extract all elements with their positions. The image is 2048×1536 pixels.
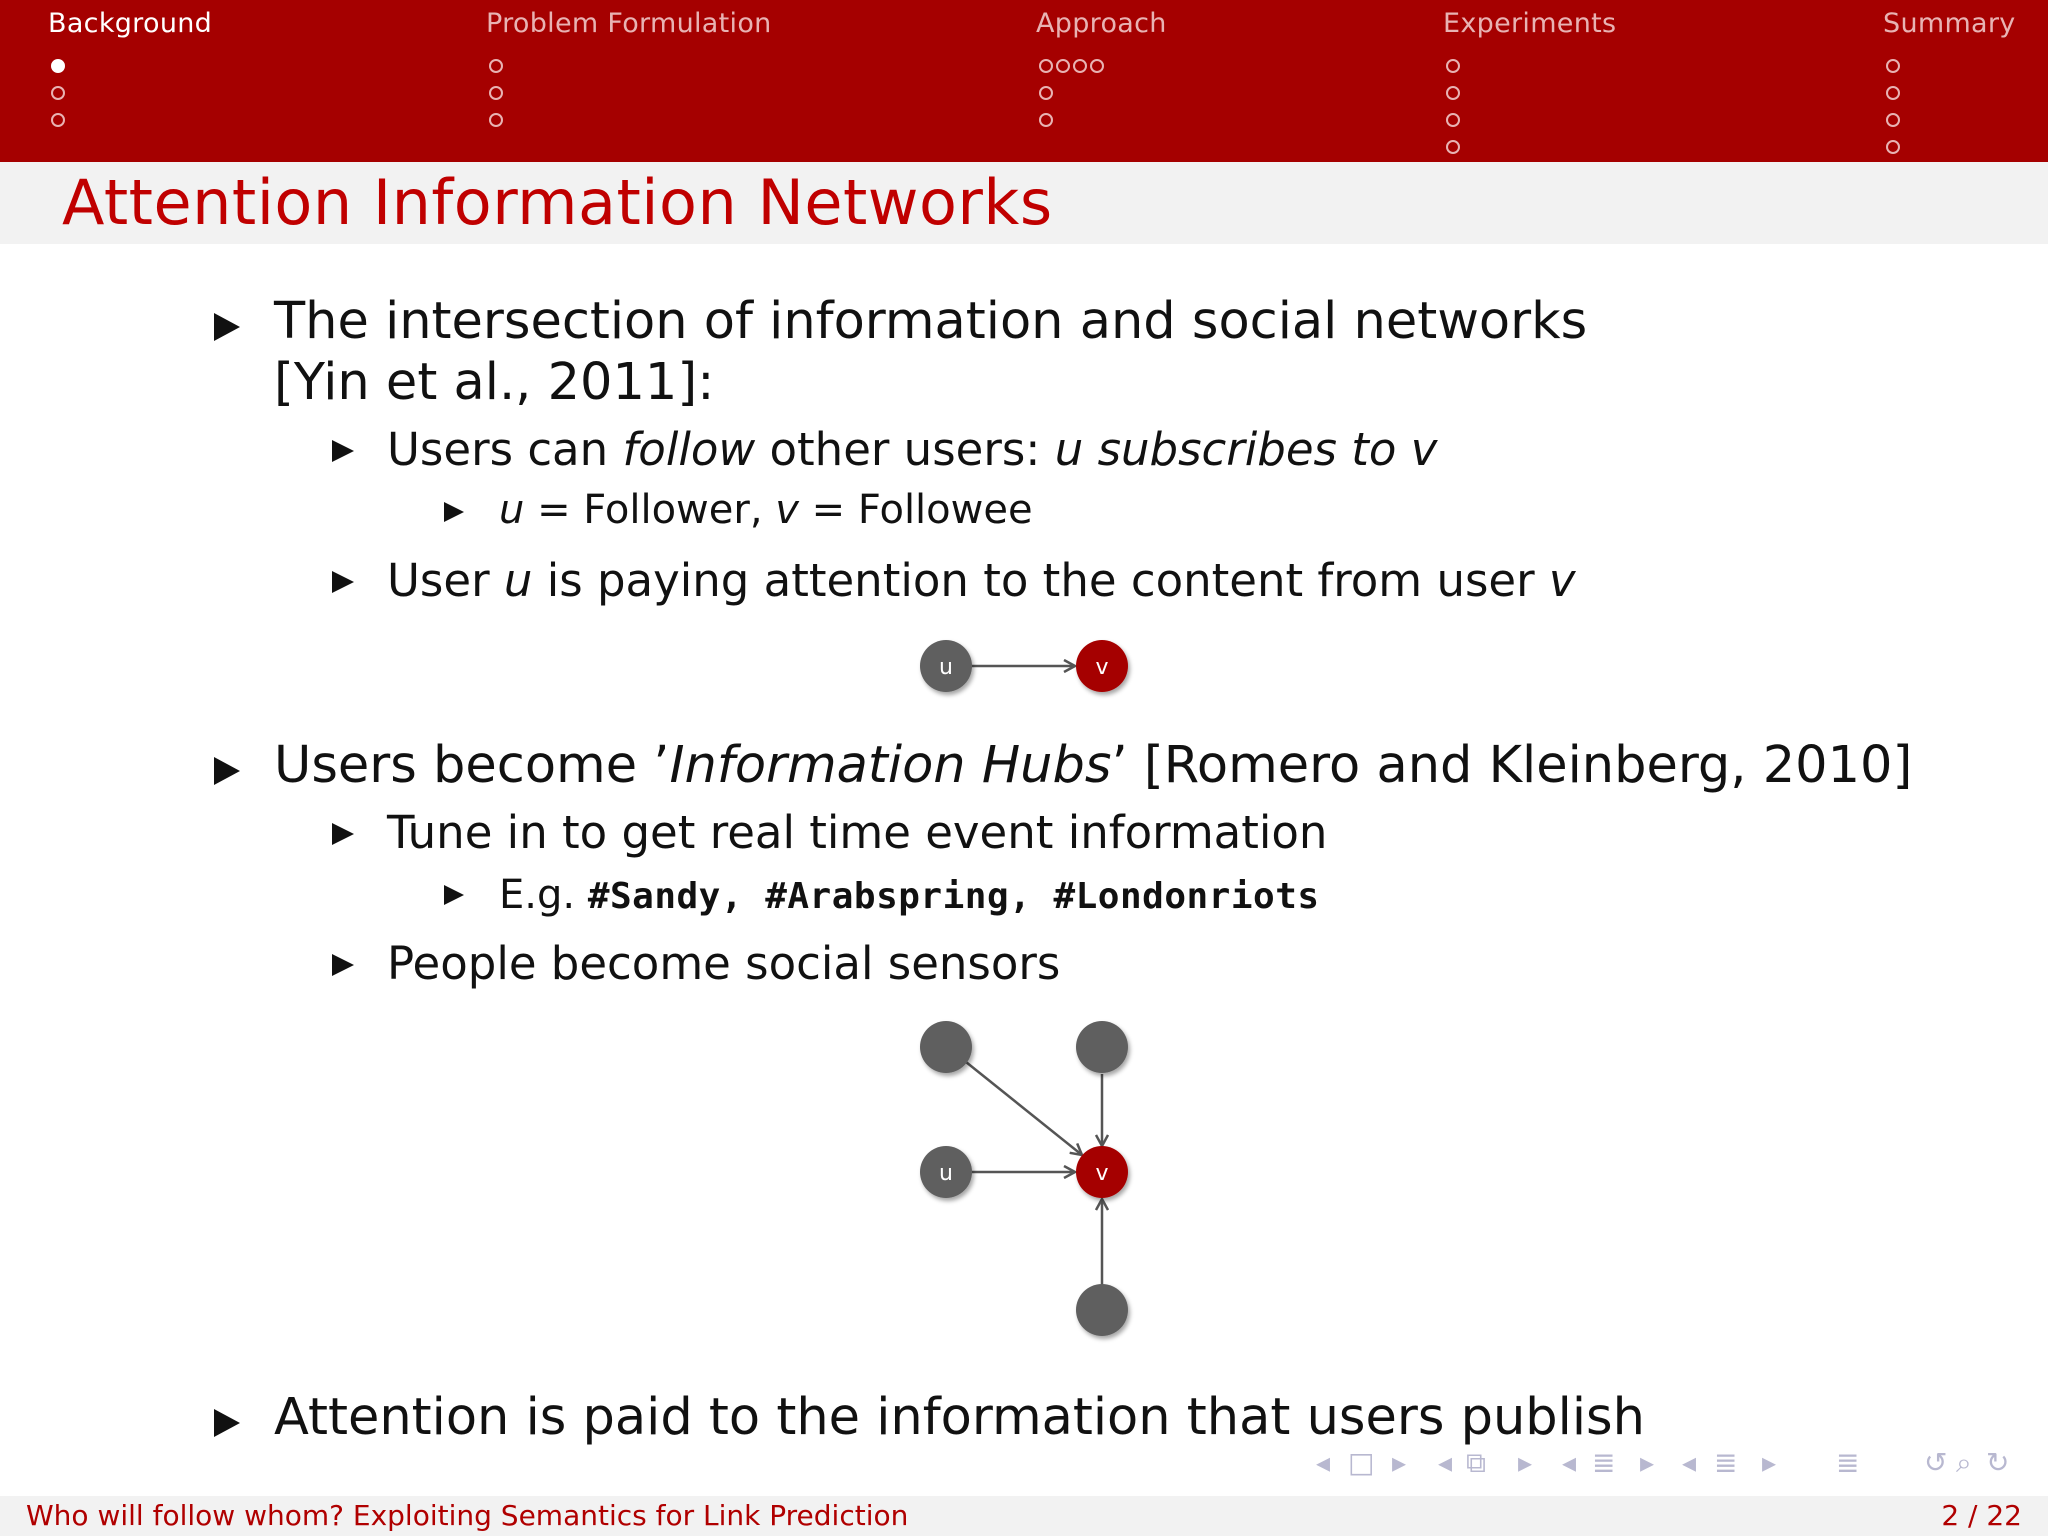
subsection-icon[interactable]: ≣ [1592, 1446, 1616, 1479]
nav-section-title[interactable]: Background [48, 8, 213, 39]
prev-subsection-arrow-icon[interactable]: ◂ [1562, 1446, 1577, 1479]
node-top [1076, 1021, 1128, 1073]
page-number: 2 / 22 [1941, 1499, 2022, 1532]
sub-sub-bullet-hashtags: E.g. #Sandy, #Arabspring, #Londonriots [499, 872, 1320, 918]
nav-section-title[interactable]: Summary [1883, 8, 2016, 39]
beamer-navigation-symbols [1310, 1446, 2030, 1486]
bullet-text: The intersection of information and social networks [274, 292, 1588, 351]
node-v-label: v [1095, 655, 1109, 680]
prev-slide-arrow-icon[interactable]: ◂ [1316, 1446, 1331, 1479]
slide-icon[interactable]: □ [1348, 1446, 1375, 1479]
footer-title: Who will follow whom? Exploiting Semantics for Link Prediction [26, 1499, 909, 1532]
node-u-label: u [939, 655, 953, 680]
bullet-information-hubs: Users become ’Information Hubs’ [Romero and Kleinberg, 2010] [274, 736, 1913, 795]
prev-section-arrow-icon[interactable]: ◂ [1682, 1446, 1697, 1479]
sub-bullet-attention: User u is paying attention to the content from user v [387, 554, 1576, 607]
prev-frame-arrow-icon[interactable]: ◂ [1438, 1446, 1453, 1479]
frame-icon[interactable]: ⧉ [1466, 1446, 1486, 1479]
edge-topleft-to-v [966, 1062, 1082, 1155]
search-icon[interactable]: ⌕ [1956, 1446, 1972, 1479]
frame-title: Attention Information Networks [62, 166, 1053, 239]
forward-icon[interactable]: ↻ [1986, 1446, 2010, 1479]
section-icon[interactable]: ≣ [1714, 1446, 1738, 1479]
node-topleft [920, 1021, 972, 1073]
sub-bullet-social-sensors: People become social sensors [387, 937, 1061, 990]
nav-section-title[interactable]: Experiments [1443, 8, 1617, 39]
next-slide-arrow-icon[interactable]: ▸ [1392, 1446, 1407, 1479]
next-subsection-arrow-icon[interactable]: ▸ [1640, 1446, 1655, 1479]
sub-bullet-follow: Users can follow other users: u subscribes to v [387, 423, 1438, 476]
nav-section-title[interactable]: Approach [1036, 8, 1167, 39]
footer-bar [0, 1496, 2048, 1536]
sub-bullet-tune-in: Tune in to get real time event information [387, 806, 1328, 859]
next-section-arrow-icon[interactable]: ▸ [1762, 1446, 1777, 1479]
bullet-attention-paid: Attention is paid to the information that users publish [274, 1388, 1645, 1447]
nav-section-title[interactable]: Problem Formulation [486, 8, 772, 39]
node-u-label: u [939, 1161, 953, 1186]
back-icon[interactable]: ↺ [1924, 1446, 1948, 1479]
bullet-icon [214, 1409, 240, 1437]
next-frame-arrow-icon[interactable]: ▸ [1518, 1446, 1533, 1479]
node-v-label: v [1095, 1161, 1109, 1186]
node-bottom [1076, 1284, 1128, 1336]
document-icon[interactable]: ≣ [1836, 1446, 1860, 1479]
bullet-text-citation: [Yin et al., 2011]: [274, 353, 715, 412]
sub-sub-bullet-roles: u = Follower, v = Followee [499, 487, 1033, 533]
